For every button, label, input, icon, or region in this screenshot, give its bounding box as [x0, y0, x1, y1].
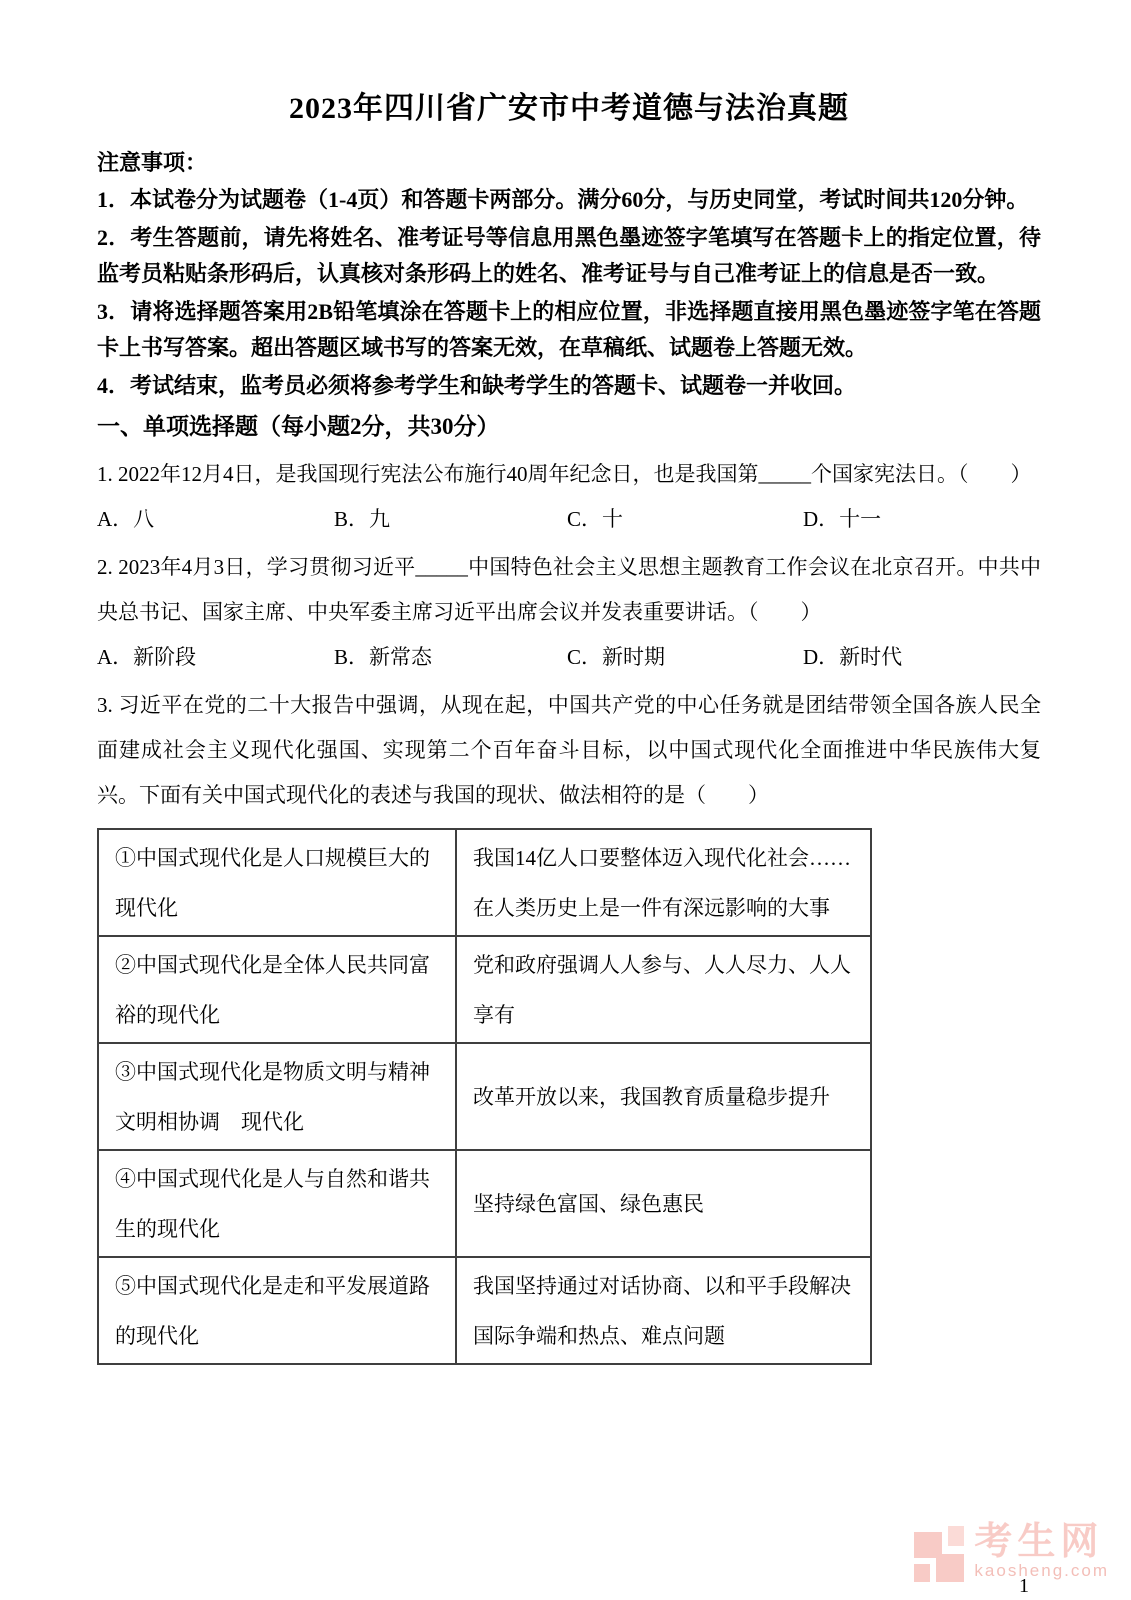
notice-heading: 注意事项： [97, 150, 208, 175]
question-2-options [97, 635, 1041, 679]
table-row [98, 1150, 871, 1257]
table-cell-statement: ①中国式现代化是人口规模巨大的现代化 [98, 829, 456, 936]
page-title: 2023年四川省广安市中考道德与法治真题 [289, 92, 849, 125]
question-2-option-a: A．新阶段 [97, 645, 197, 669]
table-row [98, 1043, 871, 1150]
question-2-option-c: C．新时期 [567, 645, 666, 669]
question-1-option-a: A．八 [97, 507, 155, 531]
kaosheng-watermark [914, 1522, 1109, 1582]
table-cell-evidence: 坚持绿色富国、绿色惠民 [456, 1150, 871, 1257]
table-cell-evidence: 我国14亿人口要整体迈入现代化社会……在人类历史上是一件有深远影响的大事 [456, 829, 871, 936]
table-cell-evidence: 我国坚持通过对话协商、以和平手段解决国际争端和热点、难点问题 [456, 1257, 871, 1364]
exam-page [97, 88, 1041, 1365]
question-2-stem: 2. 2023年4月3日，学习贯彻习近平_____中国特色社会主义思想主题教育工作会议在北京召开。中共中央总书记、国家主席、中央军委主席习近平出席会议并发表重要讲话。（ ） [97, 555, 1041, 624]
table-cell-statement: ⑤中国式现代化是走和平发展道路的现代化 [98, 1257, 456, 1364]
question-1-option-b: B．九 [334, 507, 391, 531]
notice-item-1: 1．本试卷分为试题卷（1-4页）和答题卡两部分。满分60分，与历史同堂，考试时间共120分钟。 [97, 187, 1029, 212]
table-cell-statement: ④中国式现代化是人与自然和谐共生的现代化 [98, 1150, 456, 1257]
section-heading: 一、单项选择题（每小题2分，共30分） [97, 414, 500, 439]
question-3-table [97, 828, 872, 1365]
notice-item-2: 2．考生答题前，请先将姓名、准考证号等信息用黑色墨迹签字笔填写在答题卡上的指定位置，待监考员粘贴条形码后，认真核对条形码上的姓名、准考证号与自己准考证上的信息是否一致。 [97, 225, 1041, 286]
notice-item-3: 3．请将选择题答案用2B铅笔填涂在答题卡上的相应位置，非选择题直接用黑色墨迹签字笔在答题卡上书写答案。超出答题区域书写的答案无效，在草稿纸、试题卷上答题无效。 [97, 299, 1041, 360]
notice-item-4: 4．考试结束，监考员必须将参考学生和缺考学生的答题卡、试题卷一并收回。 [97, 373, 857, 398]
question-1-options [97, 497, 1041, 541]
kaosheng-logo-name: 考生网 [974, 1521, 1104, 1563]
table-row [98, 936, 871, 1043]
kaosheng-logo-domain: kaosheng.com [974, 1561, 1109, 1580]
question-1-option-c: C．十 [567, 507, 624, 531]
kaosheng-logo-text-group [974, 1522, 1109, 1580]
table-cell-evidence: 改革开放以来，我国教育质量稳步提升 [456, 1043, 871, 1150]
table-cell-statement: ③中国式现代化是物质文明与精神文明相协调 现代化 [98, 1043, 456, 1150]
table-cell-evidence: 党和政府强调人人参与、人人尽力、人人享有 [456, 936, 871, 1043]
table-cell-statement: ②中国式现代化是全体人民共同富裕的现代化 [98, 936, 456, 1043]
question-3-stem: 3. 习近平在党的二十大报告中强调，从现在起，中国共产党的中心任务就是团结带领全国各族人民全面建成社会主义现代化强国、实现第二个百年奋斗目标，以中国式现代化全面推进中华民族伟大复兴。下面有关中国式现代化的表述与我国的现状、做法相符的是（ ） [97, 693, 1041, 807]
table-row [98, 1257, 871, 1364]
page-number: 1 [1019, 1575, 1029, 1597]
question-1-option-d: D．十一 [803, 507, 882, 531]
question-1-stem: 1. 2022年12月4日，是我国现行宪法公布施行40周年纪念日，也是我国第_____个国家宪法日。（ ） [97, 462, 1032, 486]
question-2-option-d: D．新时代 [803, 645, 903, 669]
question-2-option-b: B．新常态 [334, 645, 433, 669]
table-row [98, 829, 871, 936]
kaosheng-logo-icon [914, 1526, 964, 1582]
